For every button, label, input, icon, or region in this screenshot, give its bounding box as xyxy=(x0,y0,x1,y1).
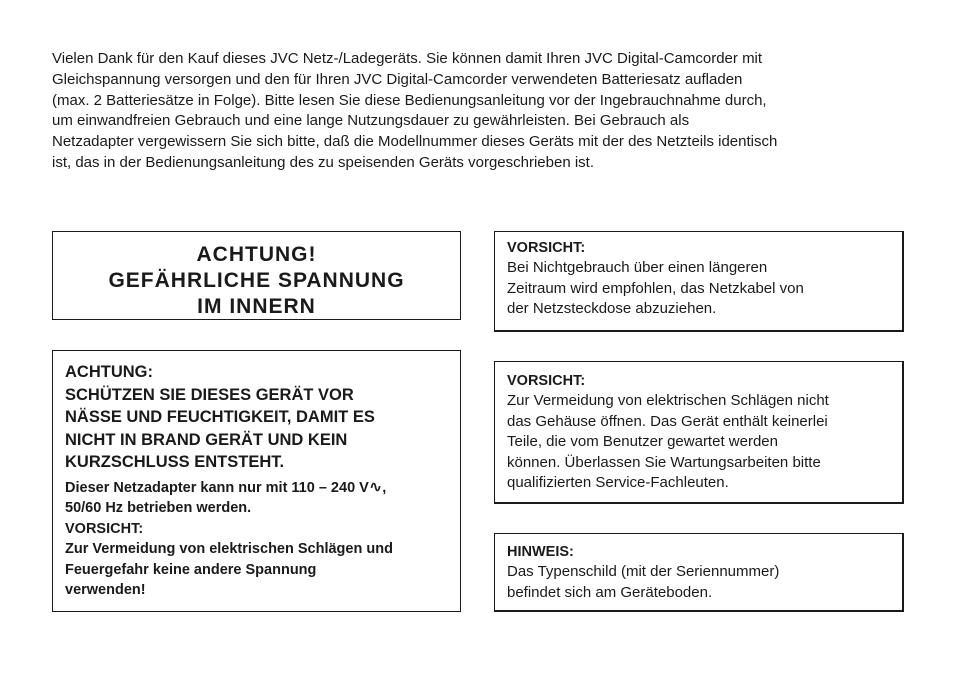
caution-line: das Gehäuse öffnen. Das Gerät enthält keinerlei xyxy=(507,412,828,430)
caution-line: Teile, die vom Benutzer gewartet werden xyxy=(507,433,778,451)
intro-line: Gleichspannung versorgen und den für Ihren JVC Digital-Camcorder verwendeten Batteriesatz aufladen xyxy=(52,70,743,88)
caution-line: verwenden! xyxy=(65,582,146,599)
intro-line: Vielen Dank für den Kauf dieses JVC Netz-/Ladegeräts. Sie können damit Ihren JVC Digital-Camcorder mit xyxy=(52,50,763,67)
note-line: Das Typenschild (mit der Seriennummer) xyxy=(507,563,780,580)
caution-line: Zeitraum wird empfohlen, das Netzkabel von xyxy=(507,279,804,297)
danger-line: IM INNERN xyxy=(197,295,316,318)
nameplate-note-box xyxy=(494,533,904,612)
intro-line: Netzadapter vergewissern Sie sich bitte, daß die Modellnummer dieses Geräts mit der des Netzteils identisch xyxy=(52,133,778,151)
caution-heading: VORSICHT: xyxy=(507,373,586,389)
ac-symbol-icon: ∿ xyxy=(368,478,383,496)
warning-line: NICHT IN BRAND GERÄT UND KEIN xyxy=(65,430,348,449)
housing-caution-box xyxy=(494,361,904,504)
warning-line: SCHÜTZEN SIE DIESES GERÄT VOR xyxy=(65,385,354,404)
note-heading: HINWEIS: xyxy=(507,544,574,560)
voltage-comma: , xyxy=(382,479,387,496)
caution-line: qualifizierten Service-Fachleuten. xyxy=(507,474,729,492)
moisture-warning-box xyxy=(52,350,461,612)
intro-line: (max. 2 Batteriesätze in Folge). Bitte lesen Sie diese Bedienungsanleitung vor der Ingebrauchnahme durch, xyxy=(52,91,767,109)
warning-heading: ACHTUNG: xyxy=(65,363,153,381)
caution-line: Zur Vermeidung von elektrischen Schlägen und xyxy=(65,541,393,558)
caution-line: können. Überlassen Sie Wartungsarbeiten bitte xyxy=(507,453,821,471)
warning-line: NÄSSE UND FEUCHTIGKEIT, DAMIT ES xyxy=(65,408,375,427)
caution-heading: VORSICHT: xyxy=(65,520,144,537)
danger-title: ACHTUNG! xyxy=(196,243,317,266)
caution-line: Bei Nichtgebrauch über einen längeren xyxy=(507,259,768,276)
caution-line: der Netzsteckdose abzuziehen. xyxy=(507,300,717,318)
intro-line: ist, das in der Bedienungsanleitung des zu speisenden Geräts vorgeschrieben ist. xyxy=(52,153,594,171)
frequency-notice: 50/60 Hz betrieben werden. xyxy=(65,500,252,517)
caution-line: Feuergefahr keine andere Spannung xyxy=(65,561,317,578)
danger-voltage-box xyxy=(52,231,461,320)
caution-heading: VORSICHT: xyxy=(507,240,586,256)
danger-line: GEFÄHRLICHE SPANNUNG xyxy=(108,269,405,292)
intro-line: um einwandfreien Gebrauch und eine lange Nutzungsdauer zu gewährleisten. Bei Gebrauch als xyxy=(52,112,690,130)
note-line: befindet sich am Geräteboden. xyxy=(507,583,713,601)
voltage-notice xyxy=(65,478,448,499)
intro-paragraph xyxy=(52,49,912,174)
warning-line: KURZSCHLUSS ENTSTEHT. xyxy=(65,453,285,472)
voltage-text: Dieser Netzadapter kann nur mit 110 – 240 V xyxy=(65,479,369,496)
caution-line: Zur Vermeidung von elektrischen Schlägen nicht xyxy=(507,392,829,409)
unplug-caution-box xyxy=(494,231,904,332)
